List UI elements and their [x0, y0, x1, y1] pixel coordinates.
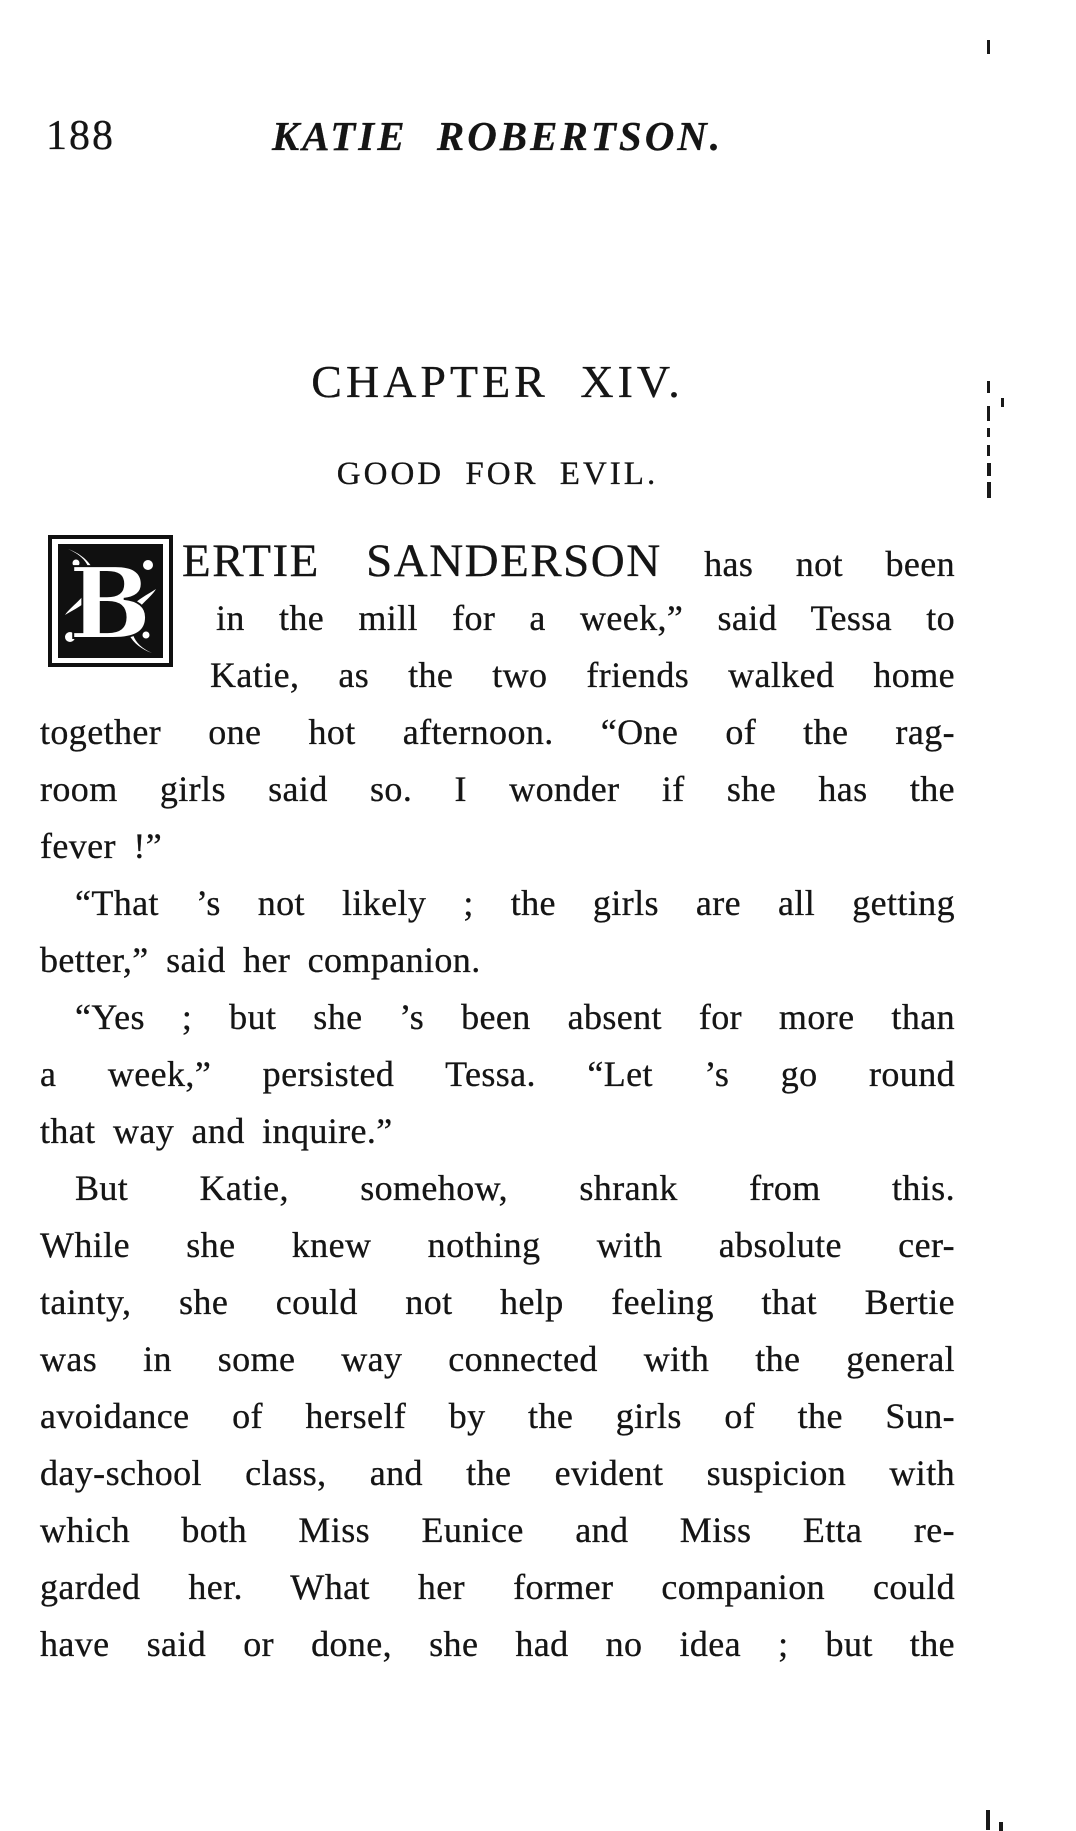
scan-artifact	[987, 482, 991, 498]
text-line: tainty, she could not help feeling that Bertie	[40, 1282, 955, 1322]
scan-artifact	[987, 381, 990, 393]
text-line: a week,” persisted Tessa. “Let ’s go round	[40, 1054, 955, 1094]
chapter-subtitle: GOOD FOR EVIL.	[336, 456, 659, 492]
chapter-heading: CHAPTER XIV.	[311, 356, 684, 407]
text-line: in the mill for a week,” said Tessa to	[216, 598, 955, 638]
text-line: better,” said her companion.	[40, 940, 481, 980]
scan-artifact	[987, 428, 990, 437]
text-line: “Yes ; but she ’s been absent for more than	[75, 997, 955, 1037]
page-header	[40, 112, 955, 162]
text-line-fragment: has not been	[704, 544, 956, 584]
text-line: Katie, as the two friends walked home	[210, 655, 955, 695]
text-line: garded her. What her former companion could	[40, 1567, 955, 1607]
scan-artifact	[986, 1810, 990, 1830]
scan-artifact	[987, 463, 991, 476]
running-title: KATIE ROBERTSON.	[271, 113, 724, 159]
text-line: While she knew nothing with absolute cer-	[40, 1225, 955, 1265]
scan-artifact	[987, 445, 990, 456]
text-line: day-school class, and the evident suspicion with	[40, 1453, 955, 1493]
scan-artifact	[987, 40, 990, 54]
text-line: “That ’s not likely ; the girls are all getting	[75, 883, 955, 923]
text-line: was in some way connected with the general	[40, 1339, 955, 1379]
text-line: that way and inquire.”	[40, 1111, 393, 1151]
drop-cap-letter: B	[68, 547, 152, 662]
scan-artifact	[999, 1822, 1003, 1831]
text-line: avoidance of herself by the girls of the Sun-	[40, 1396, 955, 1436]
text-line	[182, 533, 955, 590]
text-line: together one hot afternoon. “One of the rag-	[40, 712, 955, 752]
text-line: But Katie, somehow, shrank from this.	[75, 1168, 955, 1208]
scan-artifact	[987, 406, 990, 421]
scan-artifact	[1001, 398, 1004, 407]
text-line: room girls said so. I wonder if she has the	[40, 769, 955, 809]
lead-caps: ERTIE SANDERSON	[182, 535, 662, 587]
text-line: have said or done, she had no idea ; but the	[40, 1624, 955, 1664]
text-line: fever !”	[40, 826, 163, 866]
page-number: 188	[46, 113, 115, 159]
text-line: which both Miss Eunice and Miss Etta re-	[40, 1510, 955, 1550]
body-text	[40, 533, 955, 1673]
